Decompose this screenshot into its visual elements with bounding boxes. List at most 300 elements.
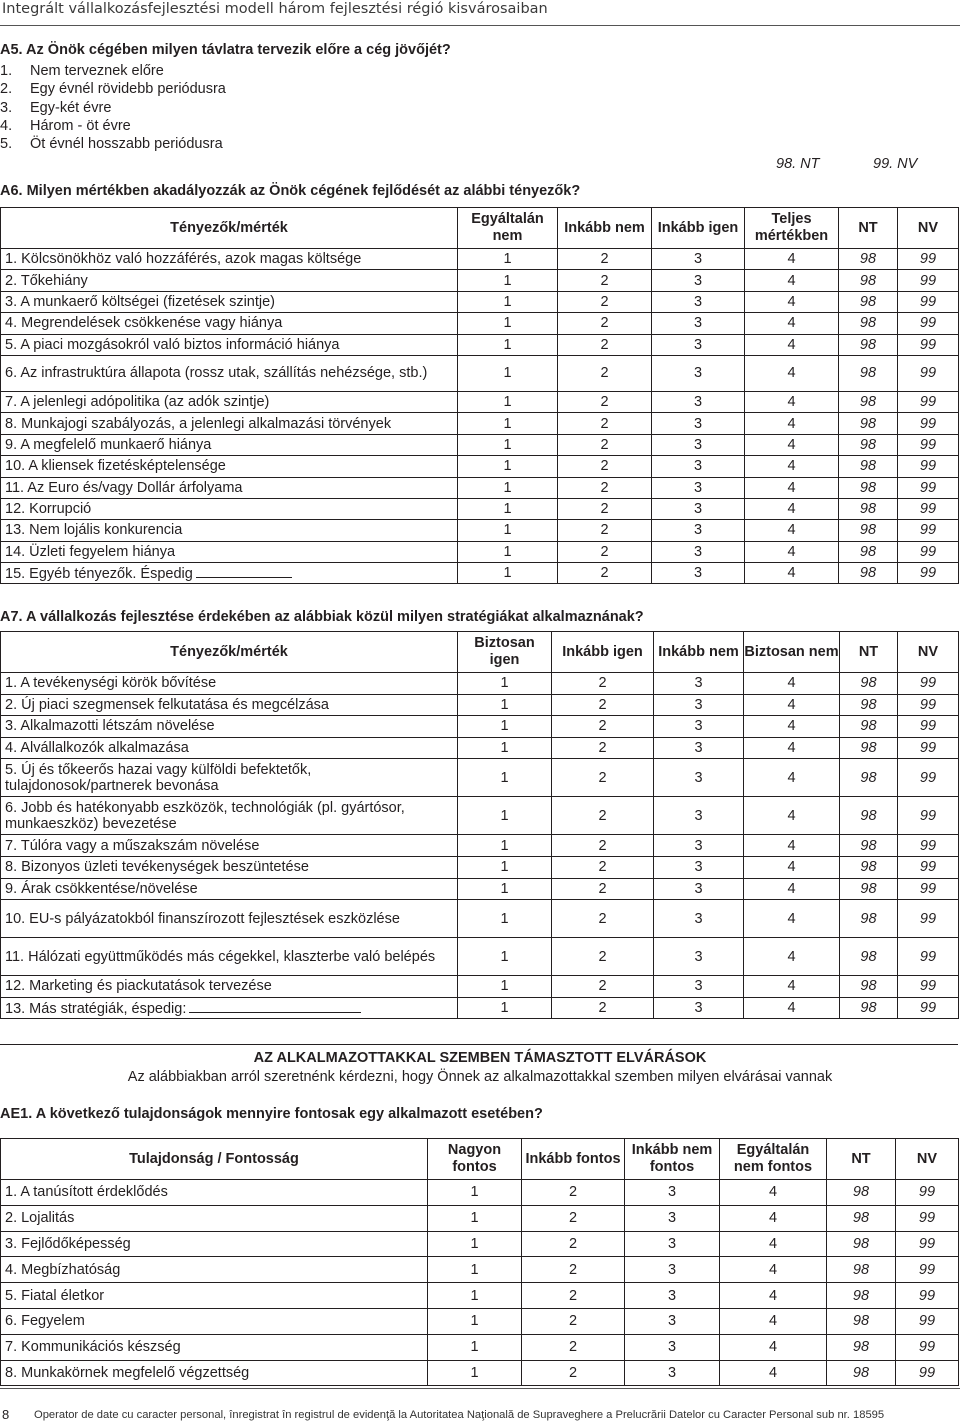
a6-value-cell[interactable]: 2	[558, 477, 652, 498]
a7-value-cell[interactable]: 1	[458, 694, 552, 716]
ae1-value-cell[interactable]: 2	[522, 1180, 625, 1206]
a6-row-label	[1, 563, 458, 584]
a6-value-cell[interactable]: 99	[898, 355, 959, 391]
a6-value-cell[interactable]: 3	[652, 270, 745, 291]
ae1-table	[0, 1138, 959, 1386]
ae1-header-col: Egyáltalán nem fontos	[720, 1139, 827, 1180]
ae1-value-cell[interactable]: 99	[896, 1257, 959, 1283]
a7-row	[1, 938, 959, 976]
a6-blank-line	[196, 564, 292, 578]
a6-value-cell[interactable]: 99	[898, 270, 959, 291]
a7-row-label	[1, 694, 458, 716]
a7-value-cell[interactable]: 98	[840, 716, 898, 738]
a6-value-cell[interactable]: 99	[898, 334, 959, 355]
a6-row-label-text: 10. A kliensek fizetésképtelensége	[5, 458, 226, 475]
a6-table	[0, 207, 959, 584]
a6-value-cell[interactable]: 3	[652, 413, 745, 434]
a6-row-label	[1, 334, 458, 355]
ae1-row	[1, 1283, 959, 1309]
a6-value-cell[interactable]: 98	[839, 334, 898, 355]
a6-value-cell[interactable]: 98	[839, 541, 898, 562]
a6-row-label	[1, 456, 458, 477]
ae1-value-cell[interactable]: 4	[720, 1257, 827, 1283]
a6-value-cell[interactable]: 1	[458, 334, 558, 355]
a7-row-label-text: 9. Árak csökkentése/növelése	[5, 880, 198, 897]
ae1-row-label-text: 8. Munkakörnek megfelelő végzettség	[5, 1364, 250, 1381]
a7-value-cell[interactable]: 4	[744, 835, 840, 857]
a6-value-cell[interactable]: 1	[458, 391, 558, 412]
a7-value-cell[interactable]: 1	[458, 856, 552, 878]
ae1-value-cell[interactable]: 99	[896, 1360, 959, 1386]
a7-value-cell[interactable]: 99	[898, 878, 959, 900]
ae1-value-cell[interactable]: 1	[428, 1257, 522, 1283]
a6-value-cell[interactable]: 3	[652, 249, 745, 270]
a6-value-cell[interactable]: 1	[458, 498, 558, 519]
a7-value-cell[interactable]: 98	[840, 797, 898, 835]
a6-value-cell[interactable]: 4	[745, 270, 839, 291]
ae1-value-cell[interactable]: 1	[428, 1180, 522, 1206]
ae1-row-label-text: 7. Kommunikációs készség	[5, 1339, 181, 1356]
a7-value-cell[interactable]: 98	[840, 900, 898, 938]
a7-value-cell[interactable]: 4	[744, 900, 840, 938]
ae1-value-cell[interactable]: 4	[720, 1231, 827, 1257]
a6-value-cell[interactable]: 1	[458, 291, 558, 312]
a7-row-label	[1, 673, 458, 695]
a6-value-cell[interactable]: 99	[898, 391, 959, 412]
ae1-value-cell[interactable]: 98	[827, 1334, 896, 1360]
a7-value-cell[interactable]: 1	[458, 759, 552, 797]
a6-value-cell[interactable]: 4	[745, 541, 839, 562]
a6-row-label	[1, 434, 458, 455]
a7-value-cell[interactable]: 2	[552, 878, 654, 900]
a6-value-cell[interactable]: 99	[898, 291, 959, 312]
ae1-row-label	[1, 1205, 428, 1231]
ae1-value-cell[interactable]: 2	[522, 1360, 625, 1386]
ae1-value-cell[interactable]: 1	[428, 1360, 522, 1386]
ae1-value-cell[interactable]: 4	[720, 1205, 827, 1231]
a7-row-label-text: 7. Túlóra vagy a műszakszám növelése	[5, 837, 260, 854]
a7-value-cell[interactable]: 4	[744, 997, 840, 1019]
ae1-value-cell[interactable]: 4	[720, 1308, 827, 1334]
a6-row	[1, 477, 959, 498]
ae1-row-label-text: 1. A tanúsított érdeklődés	[5, 1184, 168, 1201]
ae1-value-cell[interactable]: 2	[522, 1231, 625, 1257]
a6-value-cell[interactable]: 98	[839, 270, 898, 291]
a6-value-cell[interactable]: 2	[558, 391, 652, 412]
a6-value-cell[interactable]: 1	[458, 563, 558, 584]
a6-row-label-text: 4. Megrendelések csökkenése vagy hiánya	[5, 315, 283, 332]
a7-value-cell[interactable]: 3	[654, 759, 744, 797]
a6-value-cell[interactable]: 4	[745, 456, 839, 477]
ae1-value-cell[interactable]: 2	[522, 1257, 625, 1283]
ae1-value-cell[interactable]: 98	[827, 1283, 896, 1309]
a7-value-cell[interactable]: 99	[898, 797, 959, 835]
a6-value-cell[interactable]: 2	[558, 270, 652, 291]
a6-value-cell[interactable]: 99	[898, 313, 959, 334]
question-a7: A7. A vállalkozás fejlesztése érdekében az alábbiak közül milyen stratégiákat alkalmaznának?	[0, 609, 644, 625]
a6-value-cell[interactable]: 2	[558, 541, 652, 562]
a5-code-nt: 98. NT	[776, 156, 820, 172]
a7-value-cell[interactable]: 1	[458, 900, 552, 938]
a6-row-label-text: 11. Az Euro és/vagy Dollár árfolyama	[5, 479, 243, 496]
a7-value-cell[interactable]: 2	[552, 835, 654, 857]
a6-row-label-text: 6. Az infrastruktúra állapota (rossz utak, szállítás nehézsége, stb.)	[5, 365, 428, 382]
a7-value-cell[interactable]: 4	[744, 716, 840, 738]
a6-header-col: Teljes mértékben	[745, 208, 839, 249]
a6-value-cell[interactable]: 1	[458, 313, 558, 334]
a7-value-cell[interactable]: 1	[458, 938, 552, 976]
a7-header-col: Inkább igen	[552, 632, 654, 673]
a6-row	[1, 413, 959, 434]
ae1-header-col: Inkább fontos	[522, 1139, 625, 1180]
a7-value-cell[interactable]: 4	[744, 759, 840, 797]
ae1-row	[1, 1257, 959, 1283]
a7-value-cell[interactable]: 99	[898, 976, 959, 998]
a6-row-label-text: 9. A megfelelő munkaerő hiánya	[5, 436, 212, 453]
a7-value-cell[interactable]: 98	[840, 759, 898, 797]
a6-value-cell[interactable]: 4	[745, 334, 839, 355]
a7-blank-line	[189, 999, 361, 1013]
ae1-value-cell[interactable]: 3	[625, 1360, 720, 1386]
a7-value-cell[interactable]: 2	[552, 797, 654, 835]
a7-value-cell[interactable]: 4	[744, 694, 840, 716]
a6-value-cell[interactable]: 98	[839, 563, 898, 584]
a6-value-cell[interactable]: 4	[745, 355, 839, 391]
a6-value-cell[interactable]: 98	[839, 456, 898, 477]
ae1-value-cell[interactable]: 4	[720, 1360, 827, 1386]
a6-header-col: Egyáltalán nem	[458, 208, 558, 249]
a6-row-label	[1, 355, 458, 391]
a7-value-cell[interactable]: 99	[898, 856, 959, 878]
a7-value-cell[interactable]: 2	[552, 673, 654, 695]
a5-option: 1. Nem terveznek előre	[0, 63, 164, 79]
a6-value-cell[interactable]: 2	[558, 520, 652, 541]
a7-value-cell[interactable]: 98	[840, 938, 898, 976]
ae1-value-cell[interactable]: 98	[827, 1360, 896, 1386]
a6-row-label-text: 3. A munkaerő költségei (fizetések szintje)	[5, 293, 275, 310]
ae1-value-cell[interactable]: 98	[827, 1308, 896, 1334]
a6-value-cell[interactable]: 1	[458, 541, 558, 562]
a7-row-label	[1, 976, 458, 998]
a7-value-cell[interactable]: 99	[898, 694, 959, 716]
a7-value-cell[interactable]: 3	[654, 737, 744, 759]
a7-value-cell[interactable]: 2	[552, 737, 654, 759]
ae1-row-label	[1, 1360, 428, 1386]
a6-value-cell[interactable]: 4	[745, 413, 839, 434]
ae1-value-cell[interactable]: 2	[522, 1308, 625, 1334]
ae1-value-cell[interactable]: 4	[720, 1180, 827, 1206]
a6-value-cell[interactable]: 2	[558, 413, 652, 434]
ae1-value-cell[interactable]: 99	[896, 1283, 959, 1309]
footer-text: Operator de date cu caracter personal, înregistrat în registrul de evidenţă la Autoritatea Naţională de Supraveghere a Prelucrării Datelor cu Caracter Personal sub nr. 18595	[34, 1409, 885, 1421]
ae1-value-cell[interactable]: 98	[827, 1257, 896, 1283]
a7-value-cell[interactable]: 98	[840, 997, 898, 1019]
a6-value-cell[interactable]: 99	[898, 541, 959, 562]
a6-value-cell[interactable]: 4	[745, 477, 839, 498]
a7-value-cell[interactable]: 3	[654, 716, 744, 738]
a6-value-cell[interactable]: 4	[745, 391, 839, 412]
a6-value-cell[interactable]: 1	[458, 355, 558, 391]
a6-value-cell[interactable]: 4	[745, 498, 839, 519]
a6-header-col: Inkább igen	[652, 208, 745, 249]
a7-value-cell[interactable]: 99	[898, 835, 959, 857]
ae1-value-cell[interactable]: 3	[625, 1205, 720, 1231]
a7-row	[1, 835, 959, 857]
a7-value-cell[interactable]: 4	[744, 878, 840, 900]
a7-value-cell[interactable]: 2	[552, 997, 654, 1019]
a6-value-cell[interactable]: 4	[745, 520, 839, 541]
a7-value-cell[interactable]: 99	[898, 716, 959, 738]
a7-value-cell[interactable]: 2	[552, 938, 654, 976]
a7-value-cell[interactable]: 2	[552, 976, 654, 998]
ae1-value-cell[interactable]: 2	[522, 1205, 625, 1231]
ae1-value-cell[interactable]: 1	[428, 1231, 522, 1257]
a6-value-cell[interactable]: 98	[839, 391, 898, 412]
ae1-value-cell[interactable]: 98	[827, 1205, 896, 1231]
a6-value-cell[interactable]: 1	[458, 477, 558, 498]
a6-value-cell[interactable]: 2	[558, 291, 652, 312]
ae1-row-label-text: 4. Megbízhatóság	[5, 1261, 121, 1278]
a7-value-cell[interactable]: 99	[898, 900, 959, 938]
a6-value-cell[interactable]: 3	[652, 563, 745, 584]
a6-value-cell[interactable]: 2	[558, 313, 652, 334]
a6-value-cell[interactable]: 98	[839, 520, 898, 541]
a7-value-cell[interactable]: 1	[458, 716, 552, 738]
a5-options	[0, 62, 226, 153]
a6-row	[1, 334, 959, 355]
ae1-value-cell[interactable]: 4	[720, 1334, 827, 1360]
a6-value-cell[interactable]: 3	[652, 541, 745, 562]
a6-value-cell[interactable]: 98	[839, 355, 898, 391]
a7-value-cell[interactable]: 1	[458, 878, 552, 900]
a6-row	[1, 541, 959, 562]
a7-value-cell[interactable]: 3	[654, 835, 744, 857]
a7-value-cell[interactable]: 2	[552, 900, 654, 938]
a7-value-cell[interactable]: 4	[744, 856, 840, 878]
a7-header-col: Biztosan igen	[458, 632, 552, 673]
a6-value-cell[interactable]: 2	[558, 456, 652, 477]
a7-value-cell[interactable]: 99	[898, 997, 959, 1019]
a6-value-cell[interactable]: 4	[745, 434, 839, 455]
ae1-row	[1, 1334, 959, 1360]
a7-value-cell[interactable]: 4	[744, 976, 840, 998]
section-title: AZ ALKALMAZOTTAKKAL SZEMBEN TÁMASZTOTT ELVÁRÁSOK	[253, 1050, 707, 1066]
a7-value-cell[interactable]: 4	[744, 737, 840, 759]
a7-value-cell[interactable]: 98	[840, 878, 898, 900]
ae1-value-cell[interactable]: 98	[827, 1180, 896, 1206]
ae1-header-nt: NT	[827, 1139, 896, 1180]
ae1-value-cell[interactable]: 99	[896, 1231, 959, 1257]
a6-value-cell[interactable]: 99	[898, 563, 959, 584]
ae1-header-trait: Tulajdonság / Fontosság	[1, 1139, 428, 1180]
a7-row	[1, 694, 959, 716]
a6-value-cell[interactable]: 4	[745, 313, 839, 334]
a7-value-cell[interactable]: 2	[552, 716, 654, 738]
a6-value-cell[interactable]: 1	[458, 456, 558, 477]
a7-value-cell[interactable]: 3	[654, 997, 744, 1019]
a6-value-cell[interactable]: 98	[839, 498, 898, 519]
a5-code-nv: 99. NV	[873, 156, 918, 172]
a6-value-cell[interactable]: 99	[898, 413, 959, 434]
a7-value-cell[interactable]: 3	[654, 673, 744, 695]
a7-row-label-text: 5. Új és tőkeerős hazai vagy külföldi befektetők, tulajdonosok/partnerek bevonása	[5, 761, 312, 794]
ae1-value-cell[interactable]: 3	[625, 1180, 720, 1206]
a7-value-cell[interactable]: 98	[840, 737, 898, 759]
header-divider	[0, 25, 960, 26]
a7-value-cell[interactable]: 3	[654, 694, 744, 716]
a6-row-label	[1, 391, 458, 412]
a6-value-cell[interactable]: 98	[839, 413, 898, 434]
ae1-value-cell[interactable]: 99	[896, 1205, 959, 1231]
a6-row-label	[1, 477, 458, 498]
a7-row	[1, 716, 959, 738]
a7-value-cell[interactable]: 99	[898, 938, 959, 976]
a6-value-cell[interactable]: 4	[745, 249, 839, 270]
a7-value-cell[interactable]: 3	[654, 878, 744, 900]
a7-row-label	[1, 878, 458, 900]
ae1-row-label-text: 6. Fegyelem	[5, 1313, 85, 1330]
a7-value-cell[interactable]: 1	[458, 835, 552, 857]
a6-row	[1, 291, 959, 312]
ae1-value-cell[interactable]: 1	[428, 1308, 522, 1334]
a6-row-label-text: 1. Kölcsönökhöz való hozzáférés, azok magas költsége	[5, 251, 362, 268]
a7-row	[1, 878, 959, 900]
ae1-value-cell[interactable]: 2	[522, 1334, 625, 1360]
a6-value-cell[interactable]: 2	[558, 249, 652, 270]
a7-value-cell[interactable]: 4	[744, 673, 840, 695]
a7-value-cell[interactable]: 2	[552, 694, 654, 716]
a6-value-cell[interactable]: 3	[652, 498, 745, 519]
a7-value-cell[interactable]: 4	[744, 938, 840, 976]
a6-value-cell[interactable]: 3	[652, 313, 745, 334]
ae1-value-cell[interactable]: 3	[625, 1308, 720, 1334]
a6-value-cell[interactable]: 98	[839, 477, 898, 498]
a6-value-cell[interactable]: 98	[839, 434, 898, 455]
ae1-value-cell[interactable]: 3	[625, 1283, 720, 1309]
ae1-row-label	[1, 1308, 428, 1334]
a6-value-cell[interactable]: 3	[652, 520, 745, 541]
ae1-value-cell[interactable]: 99	[896, 1308, 959, 1334]
a7-value-cell[interactable]: 98	[840, 694, 898, 716]
ae1-value-cell[interactable]: 1	[428, 1283, 522, 1309]
ae1-value-cell[interactable]: 4	[720, 1283, 827, 1309]
a6-value-cell[interactable]: 98	[839, 249, 898, 270]
a7-value-cell[interactable]: 3	[654, 938, 744, 976]
a6-value-cell[interactable]: 3	[652, 391, 745, 412]
ae1-value-cell[interactable]: 1	[428, 1334, 522, 1360]
a7-value-cell[interactable]: 1	[458, 673, 552, 695]
a6-value-cell[interactable]: 99	[898, 498, 959, 519]
a7-row	[1, 856, 959, 878]
a6-value-cell[interactable]: 2	[558, 434, 652, 455]
a6-row	[1, 434, 959, 455]
ae1-value-cell[interactable]: 3	[625, 1334, 720, 1360]
ae1-value-cell[interactable]: 99	[896, 1180, 959, 1206]
a7-value-cell[interactable]: 99	[898, 673, 959, 695]
a7-value-cell[interactable]: 98	[840, 835, 898, 857]
a6-value-cell[interactable]: 3	[652, 456, 745, 477]
a7-row-label-text: 2. Új piaci szegmensek felkutatása és megcélzása	[5, 696, 329, 713]
a7-value-cell[interactable]: 3	[654, 797, 744, 835]
a6-value-cell[interactable]: 2	[558, 498, 652, 519]
a6-row-label	[1, 541, 458, 562]
a7-value-cell[interactable]: 3	[654, 900, 744, 938]
a6-value-cell[interactable]: 99	[898, 477, 959, 498]
a6-value-cell[interactable]: 1	[458, 434, 558, 455]
ae1-header-nv: NV	[896, 1139, 959, 1180]
a7-value-cell[interactable]: 3	[654, 856, 744, 878]
a5-option: 4. Három - öt évre	[0, 117, 131, 134]
a6-row-label	[1, 313, 458, 334]
ae1-row-label	[1, 1283, 428, 1309]
a7-row	[1, 976, 959, 998]
ae1-value-cell[interactable]: 1	[428, 1205, 522, 1231]
a6-value-cell[interactable]: 99	[898, 434, 959, 455]
a7-row-label	[1, 938, 458, 976]
a6-value-cell[interactable]: 1	[458, 249, 558, 270]
a6-value-cell[interactable]: 3	[652, 477, 745, 498]
a7-row	[1, 997, 959, 1019]
ae1-value-cell[interactable]: 3	[625, 1257, 720, 1283]
question-a6: A6. Milyen mértékben akadályozzák az Önök cégének fejlődését az alábbi tényezők?	[0, 183, 581, 199]
a7-value-cell[interactable]: 3	[654, 976, 744, 998]
a7-value-cell[interactable]: 99	[898, 737, 959, 759]
a7-value-cell[interactable]: 98	[840, 976, 898, 998]
a6-value-cell[interactable]: 3	[652, 334, 745, 355]
a6-value-cell[interactable]: 2	[558, 355, 652, 391]
a6-value-cell[interactable]: 2	[558, 563, 652, 584]
a6-value-cell[interactable]: 99	[898, 249, 959, 270]
a7-value-cell[interactable]: 1	[458, 997, 552, 1019]
a6-row-label	[1, 498, 458, 519]
ae1-value-cell[interactable]: 3	[625, 1231, 720, 1257]
a6-value-cell[interactable]: 2	[558, 334, 652, 355]
a6-value-cell[interactable]: 99	[898, 520, 959, 541]
a7-row-label	[1, 997, 458, 1019]
a6-value-cell[interactable]: 98	[839, 291, 898, 312]
a6-value-cell[interactable]: 98	[839, 313, 898, 334]
ae1-value-cell[interactable]: 98	[827, 1231, 896, 1257]
a7-row-label	[1, 716, 458, 738]
a6-value-cell[interactable]: 3	[652, 355, 745, 391]
a7-row-label-text: 12. Marketing és piackutatások tervezése	[5, 978, 272, 995]
a6-value-cell[interactable]: 4	[745, 291, 839, 312]
ae1-value-cell[interactable]: 2	[522, 1283, 625, 1309]
a6-value-cell[interactable]: 1	[458, 270, 558, 291]
a7-value-cell[interactable]: 2	[552, 759, 654, 797]
a7-header-factor: Tényezők/mérték	[1, 632, 458, 673]
a6-value-cell[interactable]: 99	[898, 456, 959, 477]
a7-value-cell[interactable]: 98	[840, 673, 898, 695]
a7-value-cell[interactable]: 1	[458, 976, 552, 998]
a6-value-cell[interactable]: 3	[652, 291, 745, 312]
a7-value-cell[interactable]: 98	[840, 856, 898, 878]
a6-header-nv: NV	[898, 208, 959, 249]
a6-value-cell[interactable]: 1	[458, 413, 558, 434]
a6-value-cell[interactable]: 3	[652, 434, 745, 455]
a7-value-cell[interactable]: 2	[552, 856, 654, 878]
a6-value-cell[interactable]: 4	[745, 563, 839, 584]
a7-value-cell[interactable]: 1	[458, 797, 552, 835]
ae1-value-cell[interactable]: 99	[896, 1334, 959, 1360]
ae1-header-col: Nagyon fontos	[428, 1139, 522, 1180]
section-subtitle: Az alábbiakban arról szeretnénk kérdezni, hogy Önnek az alkalmazottakkal szemben milyen elvárásai vannak	[127, 1069, 833, 1085]
a7-value-cell[interactable]: 1	[458, 737, 552, 759]
a7-value-cell[interactable]: 4	[744, 797, 840, 835]
a7-value-cell[interactable]: 99	[898, 759, 959, 797]
a5-option: 2. Egy évnél rövidebb periódusra	[0, 81, 226, 98]
a6-value-cell[interactable]: 1	[458, 520, 558, 541]
